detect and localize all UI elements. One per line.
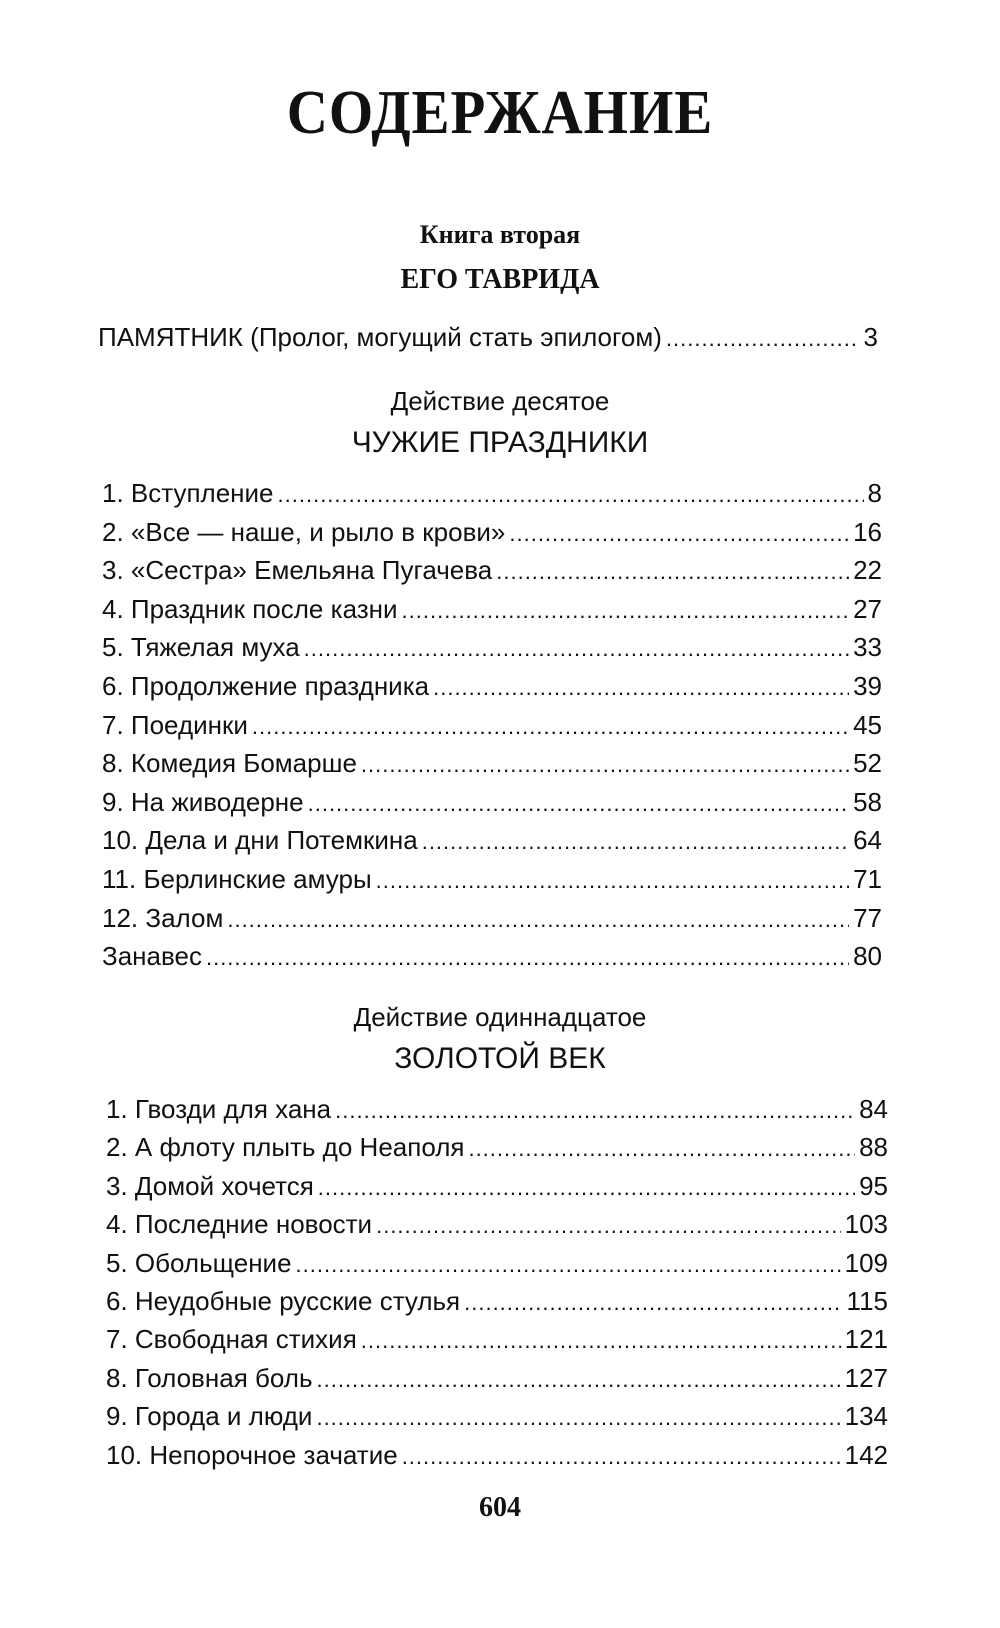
toc-entry-page: 103 [844,1209,888,1240]
toc-entry [106,1401,888,1435]
toc-entry-label: 1. Вступление [102,478,274,508]
toc-leader-dots [433,675,849,701]
toc-entry [102,748,882,782]
toc-entry-page: 121 [844,1324,888,1355]
toc-leader-dots [308,791,849,817]
toc-leader-dots [335,1098,855,1124]
toc-entry-label: 3. Домой хочется [106,1170,314,1201]
toc-entry-label: 7. Поединки [102,709,248,740]
toc-entry-label: 5. Обольщение [106,1247,292,1278]
toc-entry [102,864,882,898]
toc-entry [106,1094,888,1128]
toc-leader-dots [468,1136,855,1162]
toc-entry [106,1171,888,1205]
toc-entry-page: 22 [853,555,882,586]
toc-entry-label: 4. Последние новости [106,1209,373,1240]
toc-entry-page: 39 [853,671,882,701]
act10-title: ЧУЖИЕ ПРАЗДНИКИ [351,426,649,459]
toc-entry-label: 6. Продолжение праздника [102,671,430,701]
toc-entry [106,1248,888,1282]
toc-leader-dots [361,1328,841,1354]
toc-entry-label: 8. Головная боль [106,1362,313,1393]
toc-entry [102,710,882,744]
toc-entry-page: 58 [853,786,882,817]
toc-entry [106,1440,888,1474]
toc-entry [106,1324,888,1358]
toc-entry [106,1286,888,1320]
toc-entry-page: 127 [844,1362,888,1393]
toc-entry-page: 45 [853,709,882,740]
toc-entry-page: 88 [859,1132,888,1163]
toc-entry [106,1363,888,1397]
toc-entry-page: 115 [846,1286,888,1316]
toc-entry-page: 84 [859,1094,888,1124]
toc-entry-prologue [98,322,878,356]
toc-entry-label: 10. Дела и дни Потемкина [102,825,418,856]
toc-entry [102,555,882,589]
toc-entry [102,825,882,859]
toc-entry-label: Занавес [102,941,202,972]
act11-label: Действие одиннадцатое [353,1002,647,1032]
toc-entry-page: 8 [867,478,882,508]
toc-leader-dots [296,1252,841,1278]
toc-entry-page: 27 [853,593,882,624]
toc-entry-label: 10. Непорочное зачатие [106,1439,398,1470]
toc-entry [102,632,882,666]
toc-entry-page: 95 [859,1170,888,1201]
toc-entry [102,671,882,705]
toc-entry-page: 33 [853,632,882,663]
toc-entry-page: 3 [863,322,878,352]
toc-leader-dots [402,1444,841,1470]
toc-entry-page: 16 [853,516,882,547]
toc-leader-dots [402,598,850,624]
toc-leader-dots [509,521,849,547]
toc-entry-page: 77 [853,902,882,933]
toc-entry-page: 64 [853,825,882,856]
page-title: СОДЕРЖАНИЕ [286,79,714,147]
toc-leader-dots [317,1367,841,1393]
toc-leader-dots [496,559,849,585]
toc-leader-dots [206,945,849,971]
toc-entry-page: 142 [844,1439,888,1470]
page-number: 604 [479,1492,521,1523]
toc-entry-label: 12. Залом [102,902,224,933]
toc-leader-dots [361,752,849,778]
toc-leader-dots [304,636,849,662]
toc-leader-dots [316,1405,840,1431]
toc-entry [102,941,882,975]
toc-entry-page: 71 [853,864,882,894]
toc-entry-page: 109 [844,1247,888,1278]
toc-leader-dots [376,1213,841,1239]
toc-entry-label: 7. Свободная стихия [106,1324,357,1355]
toc-entry-label: 2. «Все — наше, и рыло в крови» [102,516,506,547]
toc-entry-label: 1. Гвозди для хана [106,1094,332,1124]
toc-entry-page: 134 [844,1401,888,1432]
toc-leader-dots [278,482,864,508]
toc-leader-dots [376,868,849,894]
toc-entry-label: 5. Тяжелая муха [102,632,300,663]
book-title: ЕГО ТАВРИДА [400,264,600,295]
book-label: Книга вторая [419,220,581,249]
toc-entry [102,517,882,551]
toc-entry [106,1132,888,1166]
toc-entry-label: 9. На живодерне [102,786,304,817]
toc-entry-label: 11. Берлинские амуры [102,864,372,894]
act10-label: Действие десятое [390,386,610,416]
act11-title: ЗОЛОТОЙ ВЕК [394,1042,606,1075]
toc-entry-label: 9. Города и люди [106,1401,313,1432]
toc-leader-dots [227,907,849,933]
toc-entry [102,903,882,937]
toc-entry-label: 8. Комедия Бомарше [102,748,357,779]
toc-leader-dots [422,829,849,855]
toc-entry-label: ПАМЯТНИК (Пролог, могущий стать эпилогом) [98,322,662,352]
toc-leader-dots [318,1175,855,1201]
toc-entry-label: 4. Праздник после казни [102,593,398,624]
toc-entry-page: 80 [853,941,882,972]
toc-leader-dots [464,1290,842,1316]
toc-entry-label: 3. «Сестра» Емельяна Пугачева [102,555,493,586]
toc-entry [102,478,882,512]
toc-entry-label: 6. Неудобные русские стулья [106,1286,461,1316]
toc-entry-page: 52 [853,748,882,779]
toc-leader-dots [252,714,849,740]
toc-entry-label: 2. А флоту плыть до Неаполя [106,1132,465,1163]
toc-entry [102,787,882,821]
toc-leader-dots [666,326,860,352]
toc-entry [102,594,882,628]
toc-entry [106,1209,888,1243]
